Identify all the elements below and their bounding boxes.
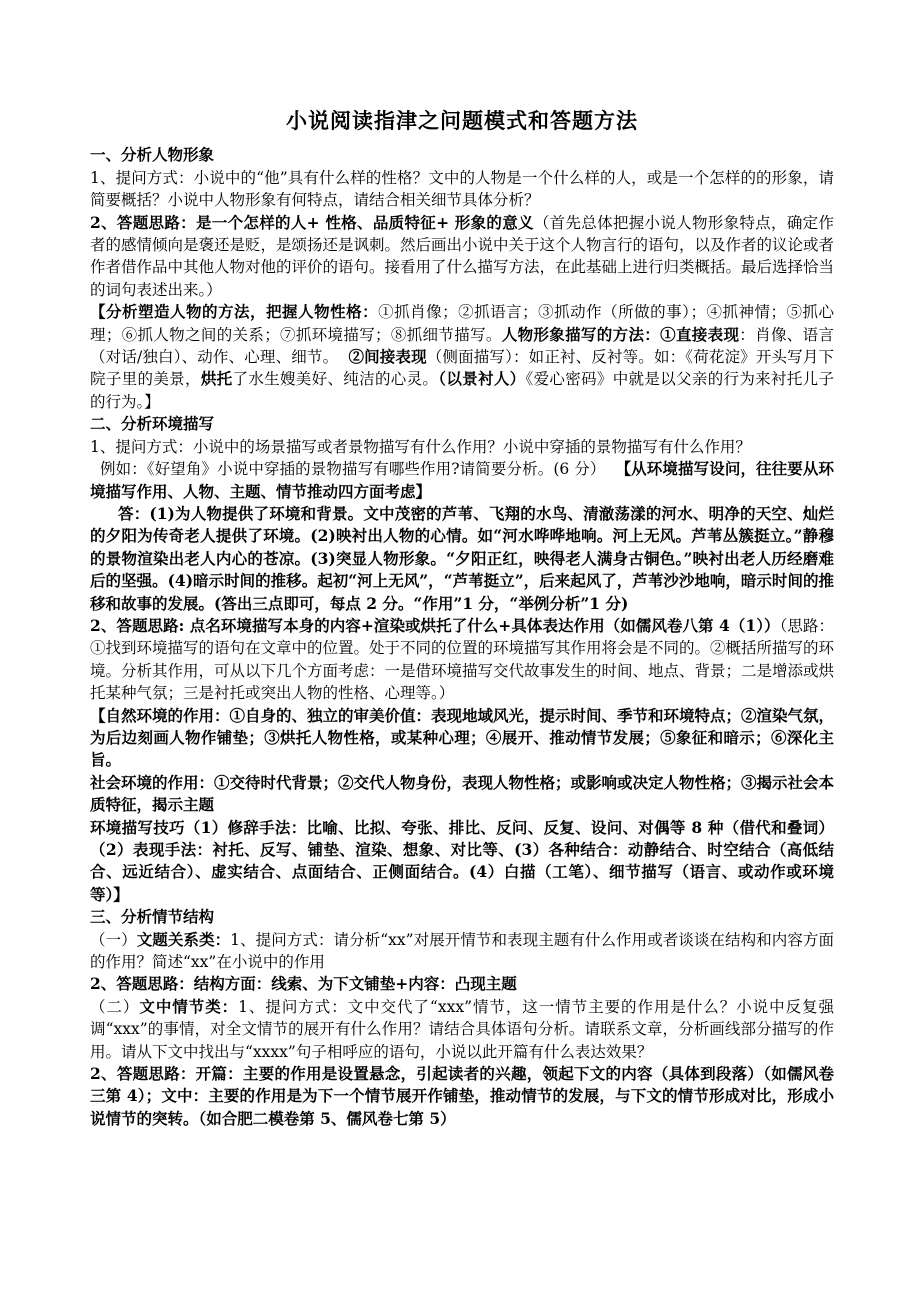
direct-method-lead: 人物形象描写的方法：①直接表现 — [501, 324, 740, 344]
item-number-2: （二） — [90, 997, 140, 1016]
indirect-method-lead: ②间接表现 — [348, 347, 427, 367]
question-format-character: 1、提问方式：小说中的“他”具有什么样的性格？文中的人物是一个什么样的人，或是一个怎样的的形象，请简要概括？小说中人物形象有何特点，请结合相关细节具体分析？ — [90, 168, 834, 210]
contrast-text: 了水生嫂美好、纯洁的心灵。 — [232, 370, 439, 389]
example-question-text: 例如：《好望角》小说中穿插的景物描写有哪些作用?请简要分析。(6 分） — [100, 460, 606, 479]
example-text: 《爱心密码》中就是以父亲的行为来衬托儿子的行为。】 — [90, 370, 834, 411]
section-heading-environment: 二、分析环境描写 — [90, 414, 215, 434]
methods-list: ①抓肖像；②抓语言；③抓动作（所做的事）；④抓神情；⑤抓心理；⑥抓人物之间的关系；⑦抓环境描写；⑧抓细节描写。 — [90, 303, 834, 344]
title-relation-text: 1、提问方式：请分析“xx”对展开情节和表现主题有什么作用或者谈谈在结构和内容方面的作用？简述“xx”在小说中的作用 — [90, 930, 834, 972]
title-relation-label: 文题关系类： — [136, 929, 231, 949]
title-relation-answer: 2、答题思路：结构方面：线索、为下文铺垫+内容：凸现主题 — [90, 974, 517, 994]
example-question — [90, 458, 834, 503]
section-heading-plot: 三、分析情节结构 — [90, 907, 215, 927]
scene-foil-note: （以景衬人） — [438, 369, 526, 389]
example-question-hint: 【从环境描写设问，往往要从环境描写作用、人物、主题、情节推动四方面考虑】 — [90, 459, 834, 501]
answer-approach-text: （首先总体把握小说人物形象特点，确定作者的感情倾向是褒还是贬，是颂扬还是讽刺。然后画出小说中关于这个人物言行的语句，以及作者的议论或者作者借作品中其他人物对他的评价的语句。接看用了什么描写方法，在此基础上进行归类概括。最后选择恰当的词句表述出来。） — [90, 213, 835, 299]
document-title: 小说阅读指津之问题模式和答题方法 — [286, 109, 638, 133]
answer-approach-character — [90, 212, 834, 302]
methods-lead: 【分析塑造人物的方法，把握人物性格： — [90, 302, 379, 322]
plot-label: 文中情节类： — [139, 996, 239, 1016]
title-relation-question — [90, 929, 834, 974]
section-heading-character: 一、分析人物形象 — [90, 145, 215, 165]
contrast-word: 烘托 — [200, 369, 233, 389]
answer-approach-env-text: （思路：①找到环境描写的语句在文章中的位置。处于不同的位置的环境描写其作用将会是不同的。②概括所描写的环境。分析其作用，可从以下几个方面考虑：一是借环境描写交代故事发生的时间、地点、背景；二是增添或烘托某种气氛；三是衬托或突出人物的性格、心理等。） — [90, 616, 835, 703]
answer-approach-bold: 2、答题思路：是一个怎样的人+ 性格、品质特征+ 形象的意义 — [90, 212, 534, 232]
plot-question — [90, 996, 834, 1063]
plot-question-text: 1、提问方式：文中交代了“xxx”情节，这一情节主要的作用是什么？小说中反复强调“xxx”的事情，对全文情节的展开有什么作用？请结合具体语句分析。请联系文章，分析画线部分描写的作用。请从下文中找出与“xxxx”句子相呼应的语句，小说以此开篇有什么表达效果？ — [90, 997, 834, 1061]
indirect-method-text: （侧面描写）：如正衬、反衬等。如：《荷花淀》开头写月下院子里的美景， — [90, 348, 834, 389]
social-environment-role: 社会环境的作用：①交待时代背景；②交代人物身份，表现人物性格；或影响或决定人物性格；③揭示社会本质特征，揭示主题 — [90, 772, 835, 815]
item-number-1: （一） — [90, 930, 137, 949]
question-format-environment: 1、提问方式：小说中的场景描写或者景物描写有什么作用？小说中穿插的景物描写有什么作用？ — [90, 437, 751, 456]
answer-approach-env-bold: 2、答题思路: 点名环境描写本身的内容+渲染或烘托了什么+具体表达作用（如儒风卷八第 4（1）） — [90, 615, 780, 635]
direct-method-text: ：肖像、语言（对话/独白）、动作、心理、细节。 — [90, 325, 834, 367]
example-answer: 答：(1)为人物提供了环境和背景。文中茂密的芦苇、飞翔的水鸟、清澈荡漾的河水、明净的天空、灿烂的夕阳为传奇老人提供了环境。(2)映衬出人物的心情。如“河水哗哗地响。河上无风。芦苇丛簇挺立。”静穆的景物渲染出老人内心的苍凉。(3)突显人物形象。“夕阳正红，映得老人满身古铜色。”映衬出老人历经磨难后的坚强。(4)暗示时间的推移。起初“河上无风”，“芦苇挺立”，后来起风了，芦苇沙沙地响，暗示时间的推移和故事的发展。(答出三点即可，每点 2 分。“作用”1 分，“举例分析”1 分) — [90, 503, 834, 613]
plot-answer: 2、答题思路：开篇：主要的作用是设置悬念，引起读者的兴趣，领起下文的内容（具体到段落）（如儒风卷三第 4）；文中：主要的作用是为下一个情节展开作铺垫，推动情节的发展，与下文的情节形成对比，形成小说情节的突转。（如合肥二模卷第 5、儒风卷七第 5） — [90, 1064, 834, 1128]
answer-approach-environment — [90, 615, 834, 705]
environment-techniques: 环境描写技巧（1）修辞手法：比喻、比拟、夸张、排比、反问、反复、设问、对偶等 8 种（借代和叠词）（2）表现手法：衬托、反写、铺垫、渲染、想象、对比等、(3）各种结合：动静结合、时空结合（高低结合、远近结合）、虚实结合、点面结合、正侧面结合。(4）白描（工笔）、细节描写（语言、或动作或环境等）】 — [90, 817, 834, 904]
natural-environment-role: 【自然环境的作用：①自身的、独立的审美价值：表现地域风光，提示时间、季节和环境特点；②渲染气氛，为后边刻画人物作铺垫；③烘托人物性格，或某种心理；④展开、推动情节发展；⑤象征和暗示；⑥深化主旨。 — [90, 705, 835, 770]
character-methods — [90, 301, 834, 413]
